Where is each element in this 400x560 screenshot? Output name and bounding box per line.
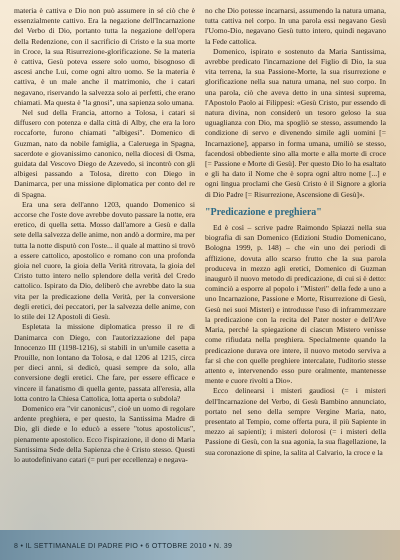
left-paragraph-3: Era una sera dell'anno 1203, quando Domenico si accorse che l'oste dove avrebbe dovuto passare la notte, era eretico, di quella setta. Mosso dall'amore a Gesù e dalla sete della salvezza delle anime, non andò a dormire, ma per tutta la notte disputò con l'oste... il quale al mattino si trovò a essere cattolico, apostolico e romano con una profonda gioia nel cuore, la gioia della Verità ritrovata, la gioia del Cristo tutto intero nello splendore della verità del Credo cattolico. Ispirato da Dio, deliberò che avrebbe dato la sua vita per la predicazione della Verità, per la conversione degli eretici, dei peccatori, per la salvezza delle anime, con lo stile dei 12 Apostoli di Gesù. <box>14 199 195 322</box>
left-paragraph-1: materia è cattiva e Dio non può assumere in sé ciò che è essenzialmente cattivo. Era la negazione dell'Incarnazione del Verbo di Dio, portanto tutta la negazione dell'opera della Redenzione, con il sacrificio di Cristo e la sua morte in Croce, la sua Risurrezione-glorificazione. Se la materia è cattiva, Gesù poteva essere solo uomo, bisognoso di ascesi anche Lui, come ogni altro uomo. Se la materia è cattiva, è un male anche il matrimonio, che i catari negavano, riservando la salvezza solo ai perfetti, che erano chiamati. Ma questa è "la gnosi", una sapienza solo umana. <box>14 6 195 107</box>
section-heading: "Predicazione e preghiera" <box>205 206 322 218</box>
footer-caption: 8 • IL SETTIMANALE DI PADRE PIO • 6 OTTOBRE 2010 • N. 39 <box>14 543 233 550</box>
right-paragraph-2: Domenico, ispirato e sostenuto da Maria Santissima, avrebbe predicato l'incarnazione del Figlio di Dio, la sua vita terrena, la sua Passione-Morte, la sua risurrezione e glorificazione nella sua natura umana, nel suo corpo. In una parola, ciò che aveva detto in una sintesi suprema, l'Apostolo Paolo ai Filippesi: «Gesù Cristo, pur essendo di natura divina, non considerò un tesoro geloso la sua uguaglianza con Dio, ma spogliò se stesso, assumendo la condizione di servo e divenendo simile agli uomini [= Incarnazione], apparso in forma umana, umiliò se stesso, facendosi obbediente sino alla morte e alla morte di croce [= Passione e Morte di Gesù]. Per questo Dio lo ha esaltato e gli ha dato il Nome che è sopra ogni altro nome [...] e ogni lingua proclami che Gesù Cristo è il Signore a gloria di Dio Padre [= Risurrezione, Ascensione di Gesù]». <box>205 46 386 199</box>
left-paragraph-4: Espletata la missione diplomatica presso il re di Danimarca con Diego, con l'autorizzazione del papa Innocenzo III (1198-1216), si stabilì in un'umile casetta a Prouille, non lontano da Tolosa, e dal 1206 al 1215, circa per dieci anni, si dedicò, quasi sempre da solo, alla conversione degli eretici. Che fare, per essere efficace e vincere il fanatismo di quella gente, passata all'eresia, alla lotta contro la Chiesa Cattolica, lotta aperta o subdola? <box>14 322 195 403</box>
left-paragraph-2: Nel sud della Francia, attorno a Tolosa, i catari si diffusero con potenza e dalla città di Alby, che era la loro roccaforte, furono chiamati "albigesi". Domenico di Guzman, nato da nobile famiglia, a Caleruega in Spagna, sacerdote e giovanissimo canonico, nella diocesi di Osma, guidata dal Vescovo Diego de Azevedo, si incontrò con gli albigesi passando a Tolosa, diretto con Diego in Danimarca, per una missione diplomatica per conto del re di Spagna. <box>14 108 195 199</box>
right-paragraph-3: Ed è così – scrive padre Raimondo Spiazzi nella sua biografia di san Domenico (Edizioni Studio Domenicano, Bologna 1999, p. 148) – che «in uno dei periodi di afflizione, dovuta allo scarso frutto che la sua parola produceva in mezzo agli eretici, Domenico di Guzman inaugurò il nuovo metodo di predicazione, di cui si è detto: cominciò a esporre al popolo i "Misteri" della fede a uno a uno Incarnazione, Passione e Morte, Risurrezione di Gesù, Gesù nei suoi Misteri) e introdusse l'uso di inframmezzare la predicazione con la recita del Pater noster e dell'Ave Maria, perché la spiegazione di ciascun Mistero venisse come rifiudata nella preghiera. Specialmente quando la predicazione durava ore intere, il nuovo metodo serviva a far sì che con quelle preghiere intercalate, l'uditorio stesse attento e, intervenendo esso pure oralmente, mantenesse mente e cuore rivolti a Dio». <box>205 223 386 386</box>
article-body <box>14 6 386 530</box>
right-paragraph-4: Ecco delinearsi i misteri gaudiosi (= i misteri dell'Incarnazione del Verbo, di Gesù Bambino annunciato, portato nel seno della sempre Vergine Maria, nato, presentato al Tempio, come offerta pura, il più Sapiente in mezzo ai sapienti); i misteri dolorosi (= i misteri della Passione di Gesù, con la sua agonia, la sua flagellazione, la sua coronazione di spine, la salita al Calvario, la croce e la <box>205 386 386 457</box>
left-paragraph-5: Domenico era "vir canonicus", cioè un uomo di regolare ardente preghiera, e per questo, la Santissima Madre di Dio, gli diede e lo educò a essere "totus apostolicus", pienamente apostolico. Ecco l'ispirazione, il dono di Maria Santissima Sede della Sapienza che è Cristo stesso. Questi lo autodefinivano catari (= puri per eccellenza) e negava- <box>14 403 195 464</box>
right-paragraph-1: no che Dio potesse incarnarsi, assumendo la natura umana, tutta cattiva nel corpo. In una parola essi negavano Gesù l'Uomo-Dio, negavano Gesù tutto intero, quindi negavano la Fede cattolica. <box>205 6 386 46</box>
left-column <box>14 6 195 530</box>
footer-band <box>0 530 400 560</box>
right-column <box>205 6 386 530</box>
